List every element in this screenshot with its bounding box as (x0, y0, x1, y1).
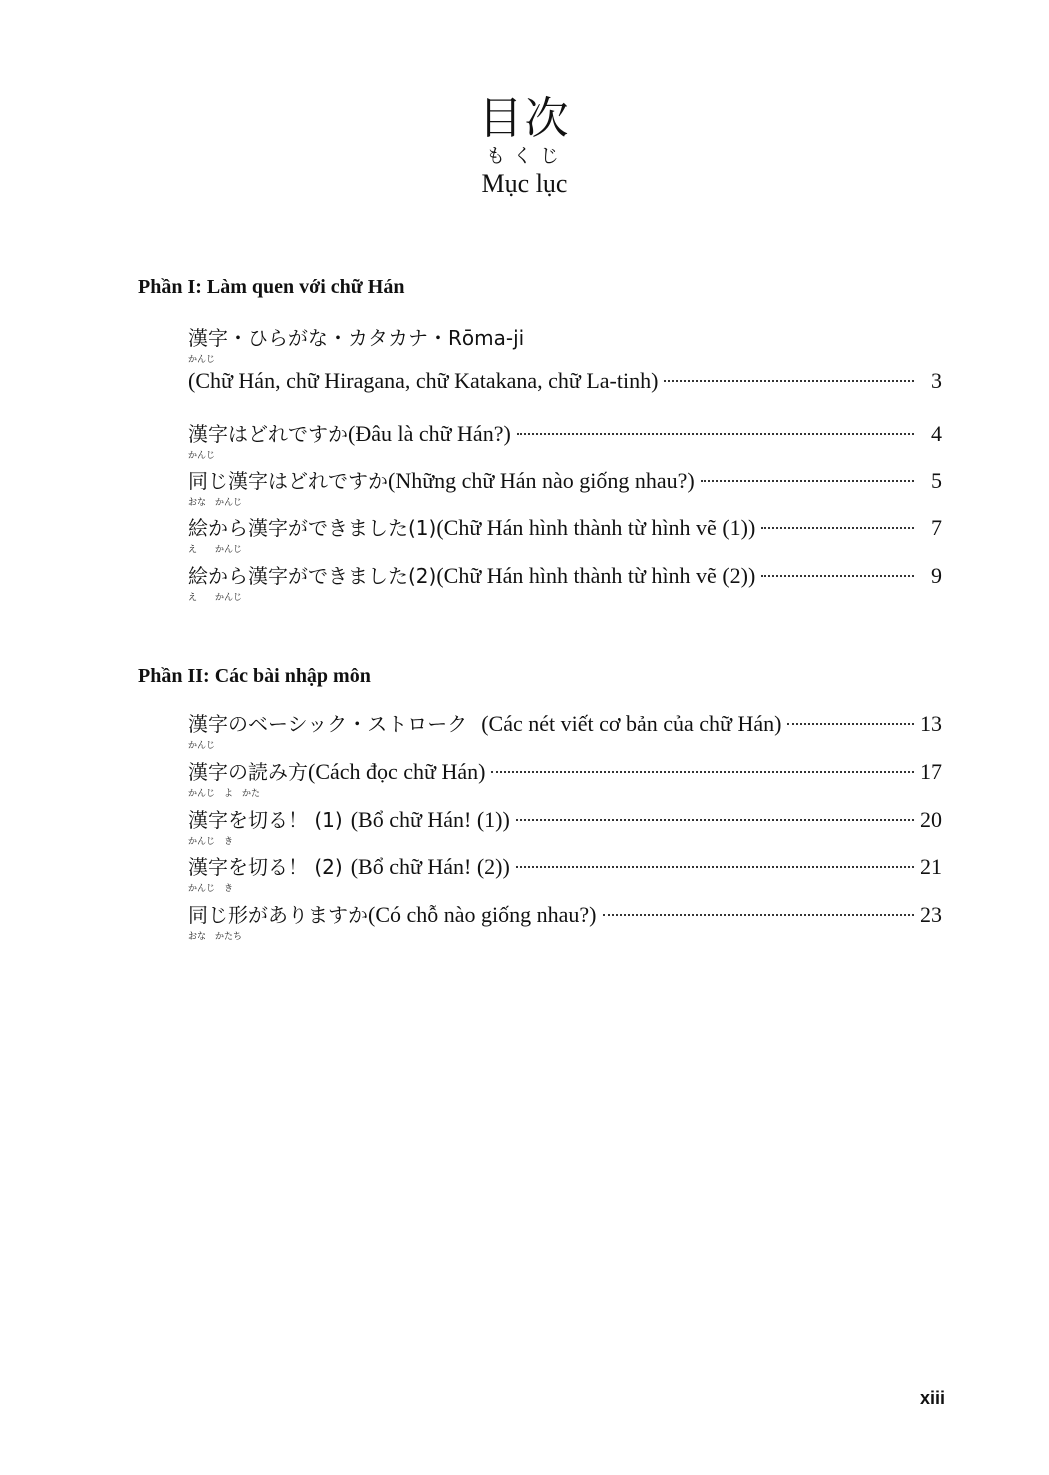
entry-japanese: 同じ形がありますか (188, 903, 368, 927)
entry-vietnamese: (Có chỗ nào giống nhau?) (368, 902, 597, 927)
entry-japanese: 絵から漢字ができました(1) (188, 516, 437, 540)
toc-entry[interactable] (188, 851, 942, 897)
leader-dots (516, 866, 914, 868)
entry-japanese: 漢字はどれですか (188, 422, 348, 446)
toc-entry[interactable] (188, 899, 942, 945)
entry-vietnamese: (Đâu là chữ Hán?) (348, 421, 511, 446)
entry-furigana: かんじ よ かた (188, 789, 261, 799)
entry-furigana: かんじ (188, 741, 216, 751)
leader-dots (701, 480, 914, 482)
entry-page: 13 (920, 711, 942, 736)
leader-dots (664, 380, 914, 382)
entry-furigana: かんじ き (188, 884, 234, 894)
leader-dots (516, 819, 914, 821)
entry-japanese: 漢字の読み方 (188, 760, 308, 784)
toc-entry[interactable] (188, 756, 942, 802)
entry-vietnamese: (Cách đọc chữ Hán) (308, 759, 486, 784)
entry-vietnamese: (Những chữ Hán nào giống nhau?) (388, 468, 695, 493)
entry-furigana: かんじ (188, 451, 216, 461)
toc-header (0, 95, 1049, 199)
toc-entry[interactable] (188, 418, 942, 464)
entry-japanese: 漢字を切る！ (1) (188, 808, 343, 832)
leader-dots (517, 433, 914, 435)
toc-entry[interactable] (188, 465, 942, 511)
entry-vietnamese: (Bổ chữ Hán! (2)) (350, 854, 510, 879)
section-heading-2: Phần II: Các bài nhập môn (138, 665, 371, 687)
entry-furigana: え かんじ (188, 593, 243, 603)
entry-page: 20 (920, 807, 942, 832)
title-vietnamese: Mục lục (481, 169, 568, 198)
toc-entry[interactable] (188, 804, 942, 850)
entry-vietnamese: (Chữ Hán, chữ Hiragana, chữ Katakana, chữ La-tinh) (188, 368, 659, 393)
toc-entry[interactable] (188, 322, 942, 400)
entry-japanese: 漢字のベーシック・ストローク (188, 712, 468, 736)
entry-furigana: おな かんじ (188, 498, 243, 508)
entry-page: 9 (931, 563, 942, 588)
leader-dots (603, 914, 915, 916)
entry-page: 7 (931, 515, 942, 540)
leader-dots (491, 771, 914, 773)
entry-japanese: 漢字・ひらがな・カタカナ・Rōma-ji (188, 326, 525, 350)
toc-entry[interactable] (188, 560, 942, 606)
leader-dots (761, 575, 914, 577)
entry-furigana: かんじ (188, 355, 216, 365)
leader-dots (787, 723, 914, 725)
entry-japanese: 同じ漢字はどれですか (188, 469, 388, 493)
entry-page: 5 (931, 468, 942, 493)
entry-vietnamese: (Chữ Hán hình thành từ hình vẽ (2)) (436, 563, 756, 588)
entry-japanese: 漢字を切る！ (2) (188, 855, 343, 879)
title-kanji: 目次 (478, 93, 571, 144)
leader-dots (761, 527, 914, 529)
toc-entry[interactable] (188, 512, 942, 558)
entry-vietnamese: (Bổ chữ Hán! (1)) (350, 807, 510, 832)
entry-vietnamese: (Chữ Hán hình thành từ hình vẽ (1)) (436, 515, 756, 540)
entry-page: 21 (920, 854, 942, 879)
title-furigana: もくじ (485, 145, 567, 167)
section-heading-1: Phần I: Làm quen với chữ Hán (138, 276, 405, 298)
entry-furigana: おな かたち (188, 932, 243, 942)
toc-entry[interactable] (188, 708, 942, 754)
entry-vietnamese: (Các nét viết cơ bản của chữ Hán) (481, 711, 782, 736)
entry-page: 17 (920, 759, 942, 784)
entry-furigana: え かんじ (188, 545, 243, 555)
entry-page: 4 (931, 421, 942, 446)
entry-page: 3 (931, 368, 942, 393)
entry-furigana: かんじ き (188, 837, 234, 847)
entry-page: 23 (920, 902, 942, 927)
entry-japanese: 絵から漢字ができました(2) (188, 564, 437, 588)
page-number: xiii (920, 1388, 946, 1408)
